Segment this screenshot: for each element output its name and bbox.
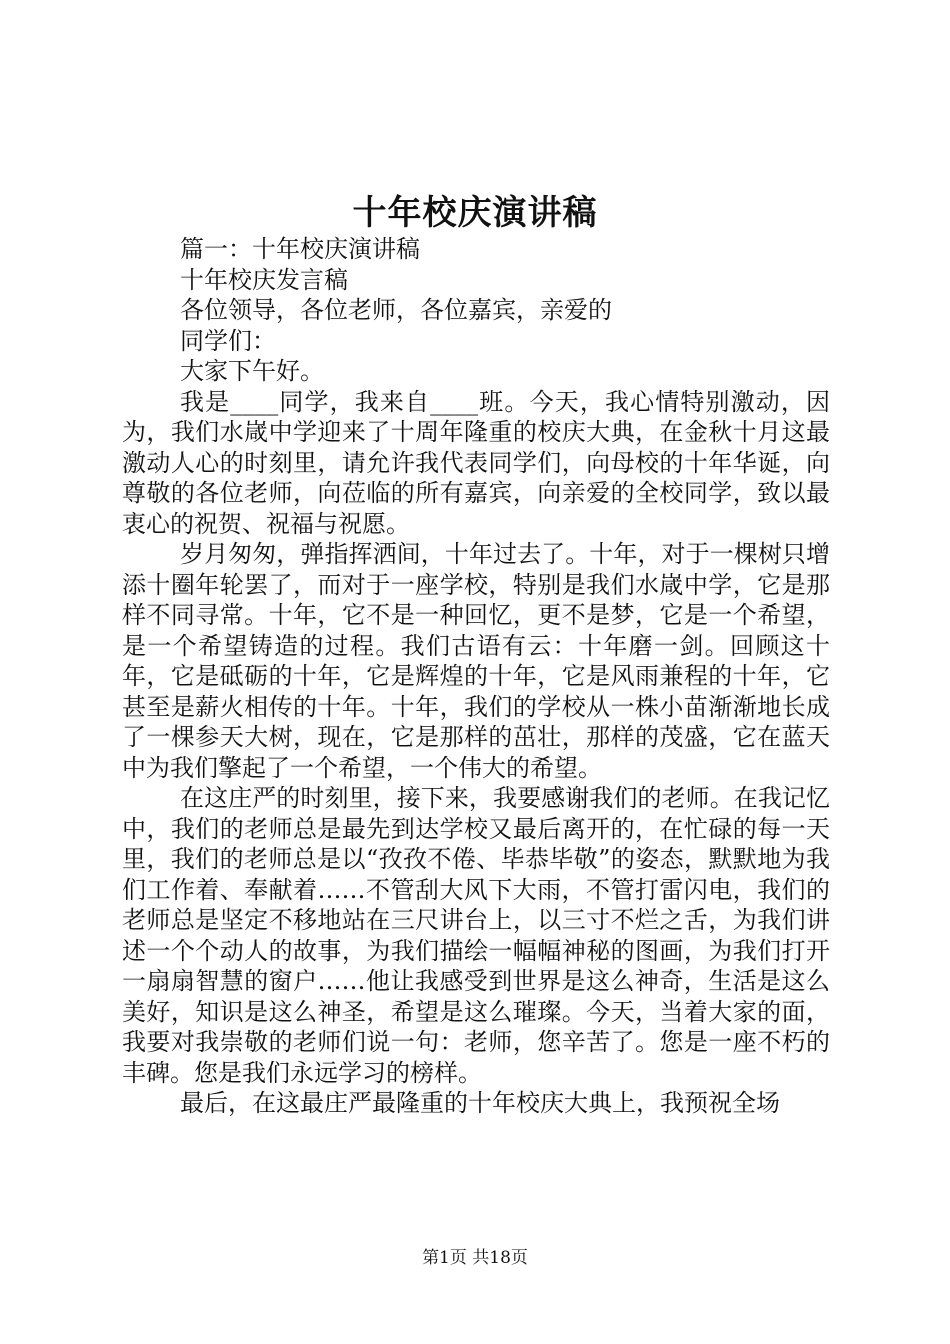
paragraph: 岁月匆匆，弹指挥洒间，十年过去了。十年，对于一棵树只增添十圈年轮罢了，而对于一座学校，特别是我们水嵅中学，它是那样不同寻常。十年，它不是一种回忆，更不是梦，它是一个希望，是一个希望铸造的过程。我们古语有云：十年磨一剑。回顾这十年，它是砥砺的十年，它是辉煌的十年，它是风雨兼程的十年，它甚至是薪火相传的十年。十年，我们的学校从一株小苗渐渐地长成了一棵参天大树，现在，它是那样的茁壮，那样的茂盛，它在蓝天中为我们擎起了一个希望，一个伟大的希望。 xyxy=(122,540,830,782)
speech-heading: 十年校庆发言稿 xyxy=(180,265,348,294)
salutation-line: 各位领导，各位老师，各位嘉宾，亲爱的 xyxy=(180,296,612,324)
paragraph: 在这庄严的时刻里，接下来，我要感谢我们的老师。在我记忆中，我们的老师总是最先到达学校又最后离开的，在忙碌的每一天里，我们的老师总是以“孜孜不倦、毕恭毕敬”的姿态，默默地为我们工作着、奉献着……不管刮大风下大雨，不管打雷闪电，我们的老师总是坚定不移地站在三尺讲台上，以三寸不烂之舌，为我们讲述一个个动人的故事，为我们描绘一幅幅神秘的图画，为我们打开一扇扇智慧的窗户……他让我感受到世界是这么神奇，生活是这么美好，知识是这么神圣，希望是这么璀璨。今天，当着大家的面，我要对我崇敬的老师们说一句：老师，您辛苦了。您是一座不朽的丰碑。您是我们永远学习的榜样。 xyxy=(122,784,830,1087)
document-title: 十年校庆演讲稿 xyxy=(352,193,598,233)
salutation-line: 同学们： xyxy=(180,326,276,355)
paragraph: 我是____同学，我来自____班。今天，我心情特别激动，因为，我们水嵅中学迎来了十周年隆重的校庆大典，在金秋十月这最激动人心的时刻里，请允许我代表同学们，向母校的十年华诞，向尊敬的各位老师，向莅临的所有嘉宾，向亲爱的全校同学，致以最衷心的祝贺、祝福与祝愿。 xyxy=(122,387,830,538)
page-footer: 第1页 共18页 xyxy=(422,1248,528,1268)
section-heading: 篇一：十年校庆演讲稿 xyxy=(180,235,420,263)
greeting-line: 大家下午好。 xyxy=(180,357,324,385)
paragraph: 最后，在这最庄严最隆重的十年校庆大典上，我预祝全场 xyxy=(180,1089,780,1117)
document-body xyxy=(122,234,830,1119)
